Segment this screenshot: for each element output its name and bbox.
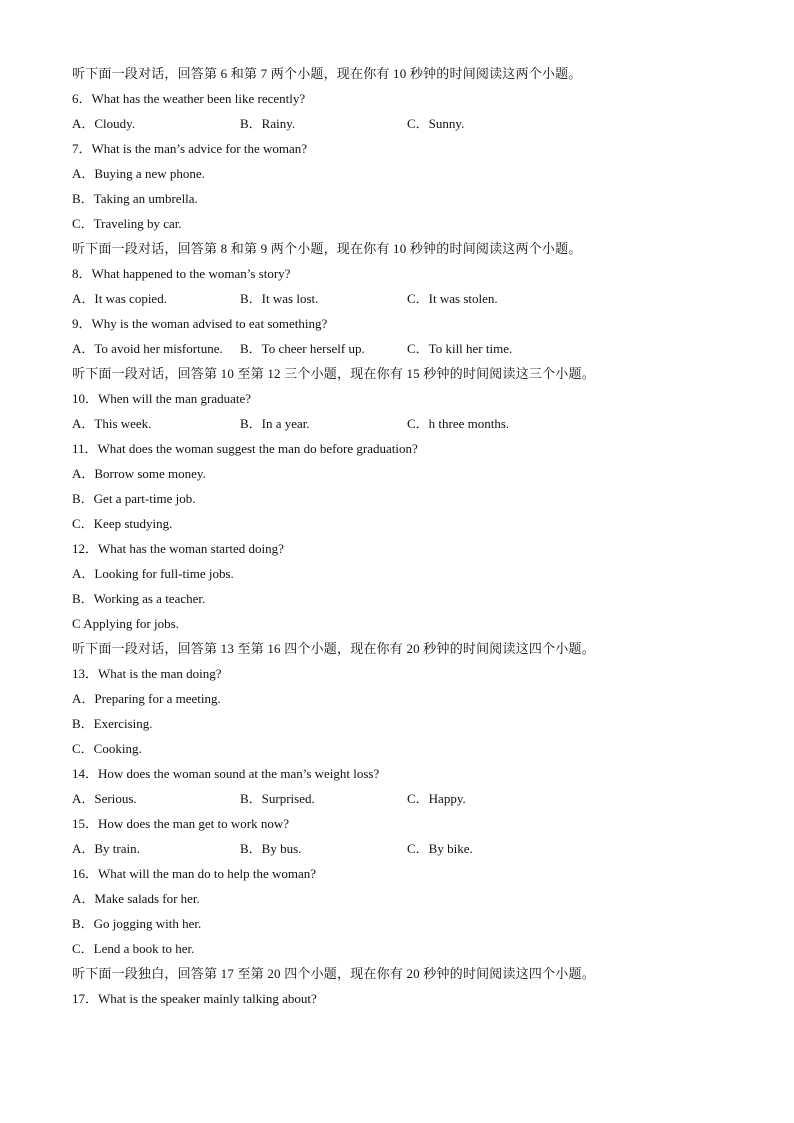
- option-row: [72, 836, 722, 861]
- answer-option: A．Buying a new phone.: [72, 166, 205, 181]
- section-instruction: 听下面一段对话，回答第 6 和第 7 两个小题，现在你有 10 秒钟的时间阅读这两个小题。: [72, 66, 582, 81]
- question-text: 12．What has the woman started doing?: [72, 541, 284, 556]
- answer-option: A．By train.: [72, 841, 140, 856]
- answer-option: A．This week.: [72, 416, 152, 431]
- answer-option: C Applying for jobs.: [72, 616, 179, 631]
- answer-option: C．Happy.: [407, 791, 466, 806]
- answer-option: B．Rainy.: [240, 116, 296, 131]
- answer-option: C．To kill her time.: [407, 341, 513, 356]
- section-instruction: 听下面一段对话，回答第 8 和第 9 两个小题，现在你有 10 秒钟的时间阅读这两个小题。: [72, 241, 582, 256]
- answer-option: A．Preparing for a meeting.: [72, 691, 221, 706]
- answer-option: B．To cheer herself up.: [240, 341, 365, 356]
- answer-option: A．Cloudy.: [72, 116, 136, 131]
- answer-option: A．Borrow some money.: [72, 466, 206, 481]
- question-text: 6．What has the weather been like recently?: [72, 91, 306, 106]
- answer-option: B．Go jogging with her.: [72, 916, 202, 931]
- document-body: [72, 61, 722, 1011]
- answer-option: B．Working as a teacher.: [72, 591, 206, 606]
- option-row: [72, 286, 722, 311]
- question-text: 14．How does the woman sound at the man’s weight loss?: [72, 766, 380, 781]
- answer-option: C．Sunny.: [407, 116, 465, 131]
- answer-option: A．Looking for full-time jobs.: [72, 566, 234, 581]
- question-text: 9．Why is the woman advised to eat something?: [72, 316, 328, 331]
- answer-option: C．By bike.: [407, 841, 473, 856]
- question-text: 16．What will the man do to help the woman?: [72, 866, 317, 881]
- option-row: [72, 411, 722, 436]
- answer-option: A．Serious.: [72, 791, 137, 806]
- answer-option: A．It was copied.: [72, 291, 167, 306]
- answer-option: A．Make salads for her.: [72, 891, 200, 906]
- question-text: 17．What is the speaker mainly talking about?: [72, 991, 317, 1006]
- answer-option: C．h three months.: [407, 416, 510, 431]
- question-text: 15．How does the man get to work now?: [72, 816, 289, 831]
- question-text: 13．What is the man doing?: [72, 666, 222, 681]
- section-instruction: 听下面一段对话，回答第 13 至第 16 四个小题，现在你有 20 秒钟的时间阅读这四个小题。: [72, 641, 595, 656]
- question-text: 11．What does the woman suggest the man do before graduation?: [72, 441, 418, 456]
- answer-option: B．Taking an umbrella.: [72, 191, 198, 206]
- answer-option: B．It was lost.: [240, 291, 319, 306]
- question-text: 8．What happened to the woman’s story?: [72, 266, 291, 281]
- option-row: [72, 336, 722, 361]
- section-instruction: 听下面一段独白，回答第 17 至第 20 四个小题，现在你有 20 秒钟的时间阅读这四个小题。: [72, 966, 595, 981]
- option-row: [72, 111, 722, 136]
- answer-option: B．Surprised.: [240, 791, 315, 806]
- question-text: 10．When will the man graduate?: [72, 391, 252, 406]
- answer-option: C．Cooking.: [72, 741, 142, 756]
- answer-option: C．Lend a book to her.: [72, 941, 195, 956]
- answer-option: A．To avoid her misfortune.: [72, 341, 223, 356]
- answer-option: C．It was stolen.: [407, 291, 498, 306]
- section-instruction: 听下面一段对话，回答第 10 至第 12 三个小题，现在你有 15 秒钟的时间阅读这三个小题。: [72, 366, 595, 381]
- answer-option: B．Exercising.: [72, 716, 153, 731]
- answer-option: C．Keep studying.: [72, 516, 173, 531]
- option-row: [72, 786, 722, 811]
- question-text: 7．What is the man’s advice for the woman?: [72, 141, 308, 156]
- answer-option: C．Traveling by car.: [72, 216, 182, 231]
- answer-option: B．Get a part-time job.: [72, 491, 196, 506]
- answer-option: B．In a year.: [240, 416, 310, 431]
- answer-option: B．By bus.: [240, 841, 302, 856]
